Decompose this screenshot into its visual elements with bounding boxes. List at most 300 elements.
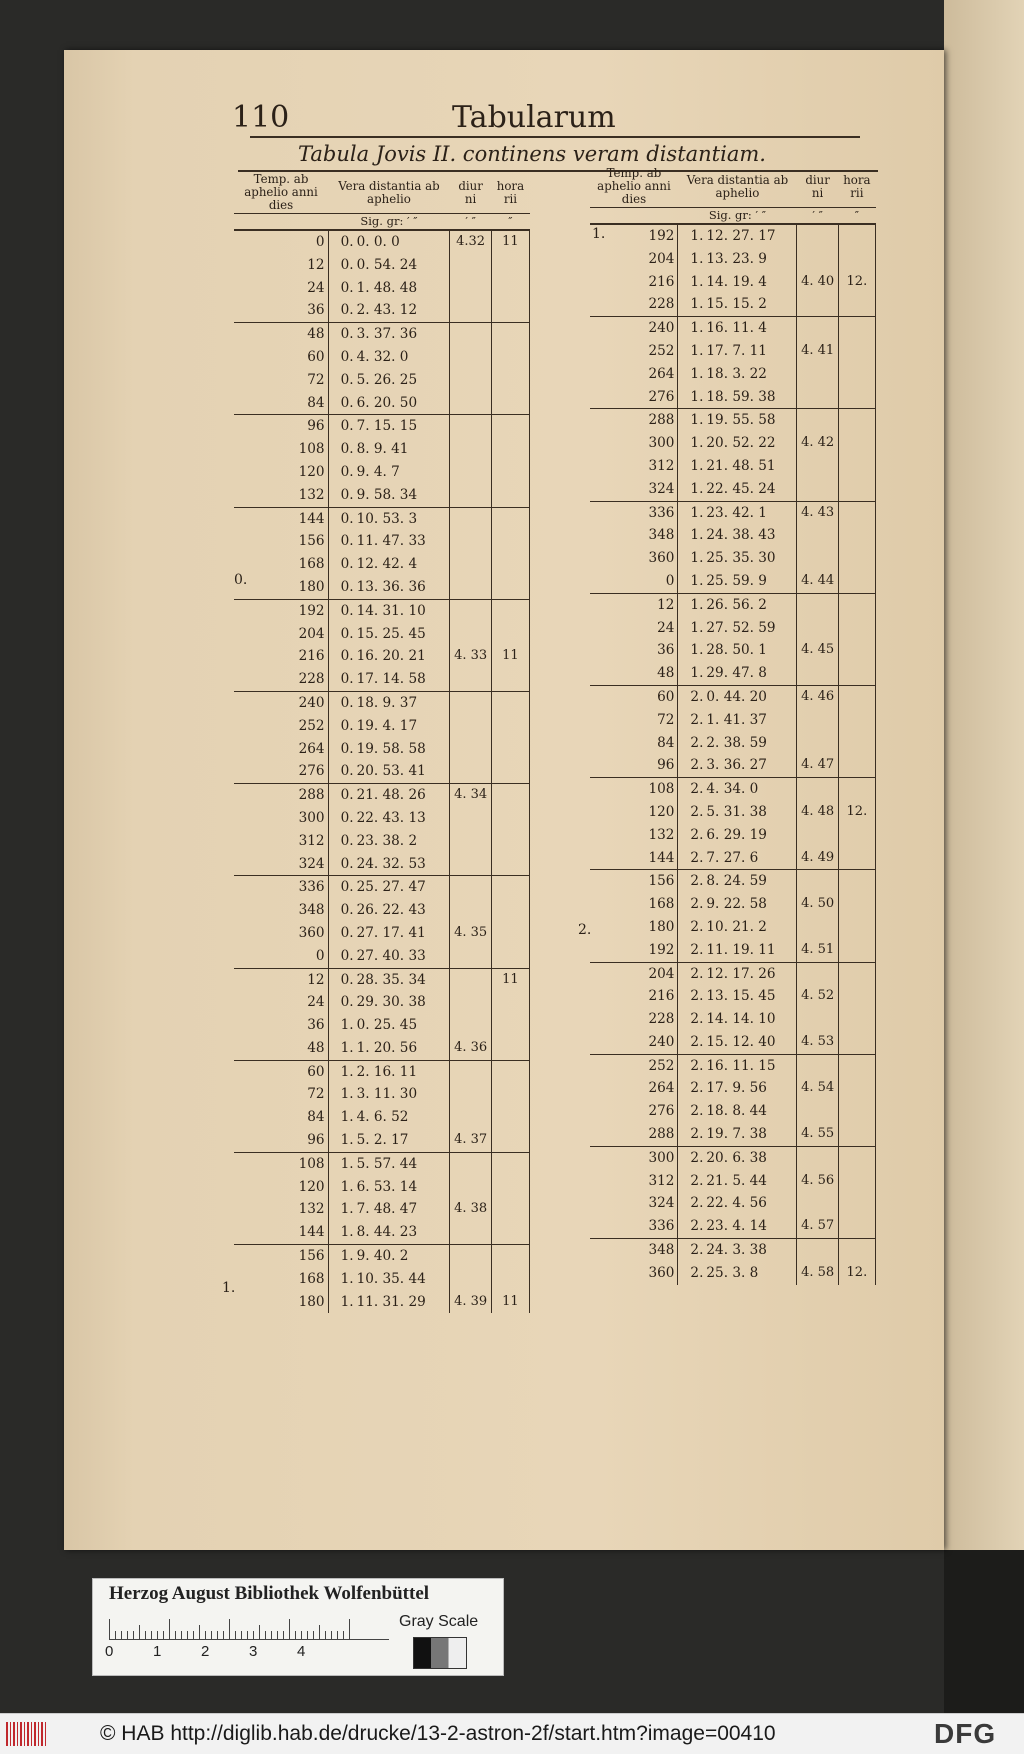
table-row bbox=[234, 484, 530, 507]
days-cell: 228 bbox=[234, 668, 328, 691]
horary-cell bbox=[491, 530, 529, 553]
days-cell: 300 bbox=[234, 807, 328, 830]
distance-cell: 7. 15. 15 bbox=[354, 415, 450, 438]
days-cell: 276 bbox=[234, 760, 328, 783]
days-cell: 216 bbox=[590, 271, 678, 294]
distance-cell: 4. 6. 52 bbox=[354, 1106, 450, 1129]
distance-cell: 0. 44. 20 bbox=[703, 685, 797, 708]
distance-cell: 12. 17. 26 bbox=[703, 962, 797, 985]
diurnal-cell bbox=[797, 455, 838, 478]
days-cell: 288 bbox=[234, 784, 328, 807]
horary-cell bbox=[838, 847, 875, 870]
distance-cell: 21. 48. 26 bbox=[354, 784, 450, 807]
diurnal-cell: 4. 50 bbox=[797, 893, 838, 916]
diurnal-cell bbox=[797, 778, 838, 801]
horary-cell bbox=[838, 1170, 875, 1193]
sign-cell: 1. bbox=[340, 1293, 354, 1310]
ruler-tick bbox=[163, 1631, 164, 1639]
sign-cell: 0. bbox=[340, 994, 354, 1011]
table-row bbox=[590, 847, 876, 870]
sign-cell: 1. bbox=[690, 342, 704, 359]
diurnal-cell bbox=[797, 363, 838, 386]
ruler-tick bbox=[115, 1631, 116, 1639]
horary-cell bbox=[838, 593, 875, 616]
table-row bbox=[590, 824, 876, 847]
ruler-number: 0 bbox=[105, 1643, 114, 1660]
diurnal-cell bbox=[450, 1245, 492, 1268]
sign-cell: 0. bbox=[340, 234, 354, 250]
diurnal-cell bbox=[797, 870, 838, 893]
diurnal-cell bbox=[797, 1239, 838, 1262]
sign-cell: 0. bbox=[340, 256, 354, 273]
days-cell: 84 bbox=[234, 392, 328, 415]
distance-cell: 27. 40. 33 bbox=[354, 945, 450, 968]
horary-cell: 11 bbox=[491, 230, 529, 254]
horary-cell bbox=[491, 461, 529, 484]
sign-cell: 2. bbox=[690, 896, 704, 913]
days-cell: 96 bbox=[234, 1129, 328, 1152]
ruler-tick bbox=[127, 1631, 128, 1639]
days-cell: 24 bbox=[234, 991, 328, 1014]
distance-cell: 23. 38. 2 bbox=[354, 830, 450, 853]
days-cell: 312 bbox=[590, 455, 678, 478]
horary-cell bbox=[491, 853, 529, 876]
horary-cell bbox=[838, 1077, 875, 1100]
diurnal-cell bbox=[450, 1060, 492, 1083]
horary-cell bbox=[491, 553, 529, 576]
sign-cell: 0. bbox=[340, 371, 354, 388]
ruler-tick bbox=[121, 1631, 122, 1639]
distance-cell: 8. 44. 23 bbox=[354, 1221, 450, 1244]
distance-cell: 20. 52. 22 bbox=[703, 432, 797, 455]
diurnal-cell bbox=[450, 1221, 492, 1244]
table-row bbox=[234, 1083, 530, 1106]
horary-cell bbox=[491, 415, 529, 438]
table-row bbox=[590, 1239, 876, 1262]
days-cell: 84 bbox=[234, 1106, 328, 1129]
sign-cell: 0. bbox=[340, 556, 354, 573]
horary-cell bbox=[838, 1192, 875, 1215]
days-cell: 36 bbox=[590, 639, 678, 662]
ruler-number: 4 bbox=[297, 1643, 306, 1660]
scanner-background bbox=[944, 1550, 1024, 1720]
horary-cell bbox=[491, 346, 529, 369]
table-row bbox=[234, 1106, 530, 1129]
diurnal-cell: 4. 57 bbox=[797, 1215, 838, 1238]
table-row bbox=[234, 230, 530, 254]
distance-cell: 18. 59. 38 bbox=[703, 386, 797, 409]
table-row bbox=[590, 1146, 876, 1169]
days-cell: 96 bbox=[234, 415, 328, 438]
horary-cell bbox=[838, 916, 875, 939]
diurnal-cell bbox=[450, 691, 492, 714]
table-row bbox=[234, 1268, 530, 1291]
diurnal-cell bbox=[450, 1176, 492, 1199]
sign-cell: 1. bbox=[690, 320, 704, 337]
hor-units: ″ bbox=[838, 208, 875, 225]
diurnal-cell bbox=[450, 484, 492, 507]
diurnal-cell bbox=[450, 623, 492, 646]
table-row bbox=[234, 715, 530, 738]
sign-cell: 1. bbox=[678, 386, 704, 409]
diurnal-cell bbox=[450, 876, 492, 899]
table-row bbox=[234, 1221, 530, 1244]
table-row bbox=[234, 623, 530, 646]
table-row bbox=[234, 1245, 530, 1268]
diurnal-cell bbox=[450, 323, 492, 346]
source-url[interactable]: © HAB http://diglib.hab.de/drucke/13-2-astron-2f/start.htm?image=00410 bbox=[100, 1722, 776, 1745]
days-cell: 324 bbox=[590, 478, 678, 501]
table-row bbox=[234, 1060, 530, 1083]
horary-cell bbox=[838, 617, 875, 640]
days-cell: 168 bbox=[590, 893, 678, 916]
table-row bbox=[590, 1170, 876, 1193]
diurnal-cell bbox=[450, 299, 492, 322]
table-row bbox=[234, 1152, 530, 1175]
table-row bbox=[590, 985, 876, 1008]
sign-cell: 2. bbox=[678, 754, 704, 777]
table-row bbox=[590, 363, 876, 386]
diurnal-cell bbox=[450, 254, 492, 277]
diurnal-cell bbox=[450, 853, 492, 876]
table-row bbox=[590, 478, 876, 501]
diurnal-cell bbox=[797, 1008, 838, 1031]
days-cell: 276 bbox=[590, 386, 678, 409]
horary-cell bbox=[491, 323, 529, 346]
sign-cell: 1. bbox=[690, 457, 704, 474]
sign-cell: 1. bbox=[340, 1155, 354, 1172]
distance-cell: 16. 20. 21 bbox=[354, 645, 450, 668]
horary-cell bbox=[491, 1106, 529, 1129]
distance-cell: 16. 11. 15 bbox=[703, 1054, 797, 1077]
left-table bbox=[234, 172, 530, 1313]
distance-cell: 14. 14. 10 bbox=[703, 1008, 797, 1031]
ruler-tick bbox=[313, 1631, 314, 1639]
sign-cell: 0. bbox=[328, 760, 354, 783]
sign-cell: 0. bbox=[340, 879, 354, 896]
table-row bbox=[234, 1129, 530, 1152]
horary-cell bbox=[838, 732, 875, 755]
distance-cell: 28. 35. 34 bbox=[354, 968, 450, 991]
ruler-tick bbox=[241, 1631, 242, 1639]
distance-cell: 4. 34. 0 bbox=[703, 778, 797, 801]
sign-cell: 1. bbox=[340, 1248, 354, 1265]
horary-cell bbox=[491, 1083, 529, 1106]
sign-cell: 2. bbox=[690, 1195, 704, 1212]
table-row bbox=[590, 340, 876, 363]
ruler-tick bbox=[337, 1631, 338, 1639]
sign-cell: 1. bbox=[690, 412, 704, 429]
days-cell: 252 bbox=[234, 715, 328, 738]
distance-cell: 9. 40. 2 bbox=[354, 1245, 450, 1268]
diur-units: ′ ″ bbox=[450, 214, 492, 231]
sign-cell: 0. bbox=[328, 299, 354, 322]
sign-cell: 0. bbox=[340, 326, 354, 343]
horary-cell bbox=[838, 754, 875, 777]
sign-cell: 2. bbox=[690, 734, 704, 751]
ruler-tick bbox=[277, 1631, 278, 1639]
horary-cell bbox=[838, 1239, 875, 1262]
sign-cell: 2. bbox=[690, 781, 704, 798]
diurnal-cell bbox=[797, 962, 838, 985]
diurnal-cell bbox=[450, 438, 492, 461]
table-row bbox=[234, 1176, 530, 1199]
distance-cell: 3. 11. 30 bbox=[354, 1083, 450, 1106]
hab-logo-icon bbox=[6, 1722, 46, 1746]
days-cell: 240 bbox=[590, 317, 678, 340]
title-rule bbox=[250, 136, 860, 138]
ruler-tick bbox=[301, 1631, 302, 1639]
horary-cell bbox=[491, 738, 529, 761]
horary-cell bbox=[491, 784, 529, 807]
table-row bbox=[234, 438, 530, 461]
distance-cell: 19. 55. 58 bbox=[703, 409, 797, 432]
horary-cell bbox=[491, 876, 529, 899]
sign-cell: 2. bbox=[678, 847, 704, 870]
distance-cell: 26. 22. 43 bbox=[354, 899, 450, 922]
ruler-tick bbox=[265, 1631, 266, 1639]
sign-cell: 1. bbox=[340, 1063, 354, 1080]
horary-cell bbox=[491, 715, 529, 738]
ruler-tick bbox=[151, 1631, 152, 1639]
horary-cell bbox=[491, 760, 529, 783]
table-row bbox=[590, 317, 876, 340]
ruler-tick bbox=[187, 1631, 188, 1639]
distance-cell: 13. 23. 9 bbox=[703, 248, 797, 271]
distance-cell: 1. 41. 37 bbox=[703, 709, 797, 732]
sign-cell: 1. bbox=[340, 1270, 354, 1287]
table-row bbox=[590, 570, 876, 593]
sign-cell: 0. bbox=[328, 576, 354, 599]
table-row bbox=[234, 691, 530, 714]
days-cell: 0 bbox=[234, 945, 328, 968]
sign-cell: 2. bbox=[690, 873, 704, 890]
days-cell: 144 bbox=[234, 507, 328, 530]
table-row bbox=[590, 685, 876, 708]
table-row bbox=[234, 507, 530, 530]
horary-cell bbox=[491, 991, 529, 1014]
distance-cell: 2. 16. 11 bbox=[354, 1060, 450, 1083]
distance-cell: 17. 9. 56 bbox=[703, 1077, 797, 1100]
horary-cell bbox=[491, 691, 529, 714]
distance-cell: 20. 6. 38 bbox=[703, 1146, 797, 1169]
horary-cell bbox=[838, 570, 875, 593]
sign-cell: 0. bbox=[340, 348, 354, 365]
days-cell: 336 bbox=[590, 501, 678, 524]
table-row bbox=[590, 870, 876, 893]
table-row bbox=[590, 386, 876, 409]
horary-cell bbox=[838, 1146, 875, 1169]
distance-cell: 4. 32. 0 bbox=[354, 346, 450, 369]
sign-cell: 0. bbox=[328, 945, 354, 968]
horary-cell bbox=[491, 1152, 529, 1175]
table-row bbox=[234, 1014, 530, 1037]
sign-cell: 0. bbox=[340, 441, 354, 458]
table-row bbox=[234, 945, 530, 968]
table-row bbox=[234, 1037, 530, 1060]
horary-cell bbox=[491, 254, 529, 277]
table-row bbox=[234, 991, 530, 1014]
sign-cell: 1. bbox=[678, 478, 704, 501]
distance-cell: 7. 27. 6 bbox=[703, 847, 797, 870]
ruler-tick bbox=[139, 1625, 140, 1639]
table-row bbox=[234, 830, 530, 853]
days-cell: 72 bbox=[234, 1083, 328, 1106]
days-cell: 132 bbox=[590, 824, 678, 847]
ruler-tick bbox=[145, 1631, 146, 1639]
table-row bbox=[234, 599, 530, 622]
sign-cell: 2. bbox=[690, 803, 704, 820]
ruler-number: 3 bbox=[249, 1643, 258, 1660]
days-cell: 168 bbox=[234, 553, 328, 576]
ruler-tick bbox=[193, 1631, 194, 1639]
right-table bbox=[590, 166, 876, 1285]
table-row bbox=[234, 369, 530, 392]
table-row bbox=[234, 645, 530, 668]
days-cell: 360 bbox=[590, 547, 678, 570]
diurnal-cell bbox=[450, 760, 492, 783]
horary-cell bbox=[491, 899, 529, 922]
horary-cell bbox=[491, 1221, 529, 1244]
table-row bbox=[234, 392, 530, 415]
sign-cell: 0. bbox=[340, 533, 354, 550]
table-row bbox=[234, 668, 530, 691]
table-row bbox=[234, 530, 530, 553]
horary-cell: 12. bbox=[838, 1262, 875, 1285]
days-cell: 180 bbox=[590, 916, 678, 939]
days-cell: 132 bbox=[234, 1198, 328, 1221]
table-row bbox=[590, 662, 876, 685]
distance-cell: 8. 9. 41 bbox=[354, 438, 450, 461]
sign-cell: 1. bbox=[690, 228, 704, 244]
distance-cell: 25. 35. 30 bbox=[703, 547, 797, 570]
diurnal-cell bbox=[797, 1192, 838, 1215]
sign-cell: 2. bbox=[690, 1080, 704, 1097]
table-row bbox=[590, 732, 876, 755]
distance-cell: 14. 31. 10 bbox=[354, 599, 450, 622]
sign-cell: 0. bbox=[340, 740, 354, 757]
days-cell: 96 bbox=[590, 754, 678, 777]
diurnal-cell bbox=[797, 547, 838, 570]
diurnal-cell: 4. 36 bbox=[450, 1037, 492, 1060]
sign-cell: 2. bbox=[678, 1215, 704, 1238]
distance-cell: 25. 27. 47 bbox=[354, 876, 450, 899]
sign-cell: 1. bbox=[690, 527, 704, 544]
distance-cell: 16. 11. 4 bbox=[703, 317, 797, 340]
diurnal-cell bbox=[450, 461, 492, 484]
days-cell: 108 bbox=[234, 438, 328, 461]
horary-cell bbox=[838, 985, 875, 1008]
days-cell: 204 bbox=[590, 248, 678, 271]
days-col-header: Temp. ab aphelio anni dies bbox=[590, 166, 678, 208]
table-title: Tabula Jovis II. continens veram distantiam. bbox=[298, 142, 766, 166]
days-cell: 228 bbox=[590, 293, 678, 316]
sign-cell: 0. bbox=[340, 971, 354, 988]
distance-cell: 17. 14. 58 bbox=[354, 668, 450, 691]
days-col-header: Temp. ab aphelio anni dies bbox=[234, 172, 328, 214]
distance-cell: 3. 36. 27 bbox=[703, 754, 797, 777]
sign-cell: 2. bbox=[690, 688, 704, 705]
table-row bbox=[590, 248, 876, 271]
table-row bbox=[234, 968, 530, 991]
table-row bbox=[590, 916, 876, 939]
diurnal-cell bbox=[797, 1100, 838, 1123]
horary-cell bbox=[491, 369, 529, 392]
sign-label: 2. bbox=[578, 922, 592, 938]
diurnal-cell bbox=[450, 1083, 492, 1106]
horary-cell bbox=[491, 1129, 529, 1152]
table-row bbox=[590, 617, 876, 640]
distance-cell: 15. 15. 2 bbox=[703, 293, 797, 316]
days-cell: 156 bbox=[590, 870, 678, 893]
diurnal-cell bbox=[450, 668, 492, 691]
sign-cell: 1. bbox=[690, 596, 704, 613]
diurnal-cell bbox=[797, 224, 838, 248]
table-row bbox=[590, 271, 876, 294]
distance-cell: 14. 19. 4 bbox=[703, 271, 797, 294]
diurnal-cell bbox=[450, 553, 492, 576]
distance-cell: 8. 24. 59 bbox=[703, 870, 797, 893]
diurnal-cell bbox=[797, 662, 838, 685]
horary-cell bbox=[491, 507, 529, 530]
sign-cell: 1. bbox=[690, 365, 704, 382]
days-cell: 216 bbox=[590, 985, 678, 1008]
diurnal-cell bbox=[450, 392, 492, 415]
distance-cell: 10. 35. 44 bbox=[354, 1268, 450, 1291]
table-row bbox=[234, 1198, 530, 1221]
diurnal-cell: 4. 33 bbox=[450, 645, 492, 668]
days-cell: 360 bbox=[590, 1262, 678, 1285]
days-cell: 60 bbox=[234, 346, 328, 369]
horary-cell bbox=[838, 1008, 875, 1031]
diur-col-header: diur ni bbox=[450, 172, 492, 214]
sign-cell: 2. bbox=[690, 988, 704, 1005]
ruler bbox=[109, 1617, 389, 1640]
diurnal-cell bbox=[450, 991, 492, 1014]
sign-cell: 1. bbox=[690, 550, 704, 567]
diurnal-cell bbox=[450, 715, 492, 738]
sign-cell: 1. bbox=[690, 273, 704, 290]
days-cell: 48 bbox=[590, 662, 678, 685]
sign-cell: 1. bbox=[690, 642, 704, 659]
horary-cell bbox=[838, 685, 875, 708]
sign-cell: 2. bbox=[678, 1123, 704, 1146]
table-row bbox=[234, 346, 530, 369]
days-cell: 108 bbox=[590, 778, 678, 801]
horary-cell bbox=[491, 668, 529, 691]
days-cell: 12 bbox=[590, 593, 678, 616]
horary-cell bbox=[491, 1245, 529, 1268]
horary-cell bbox=[491, 1060, 529, 1083]
days-cell: 288 bbox=[590, 409, 678, 432]
diurnal-cell: 4. 38 bbox=[450, 1198, 492, 1221]
horary-cell bbox=[491, 1014, 529, 1037]
distance-cell: 1. 20. 56 bbox=[354, 1037, 450, 1060]
sign-cell: 0. bbox=[340, 902, 354, 919]
diurnal-cell: 4. 42 bbox=[797, 432, 838, 455]
horary-cell bbox=[838, 778, 875, 801]
diurnal-cell: 4. 46 bbox=[797, 685, 838, 708]
ruler-tick bbox=[319, 1625, 320, 1639]
days-cell: 84 bbox=[590, 732, 678, 755]
diur-col-header: diur ni bbox=[797, 166, 838, 208]
diurnal-cell bbox=[797, 1146, 838, 1169]
horary-cell bbox=[491, 1198, 529, 1221]
diurnal-cell bbox=[797, 248, 838, 271]
sign-cell: 1. bbox=[340, 1178, 354, 1195]
horary-cell bbox=[838, 409, 875, 432]
sign-cell: 0. bbox=[340, 787, 354, 804]
